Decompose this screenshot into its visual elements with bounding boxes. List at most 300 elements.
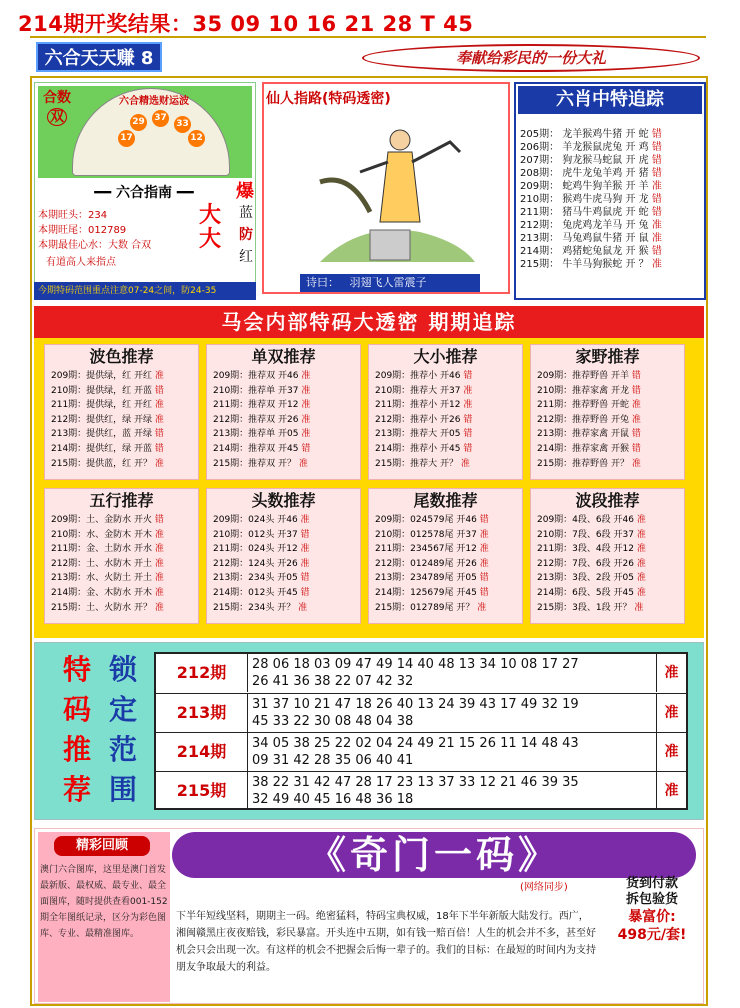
lanfang-char: 蓝	[239, 205, 253, 221]
card-row-text: 215期：3段、1段 开？	[537, 602, 632, 613]
zodiac-cell: 214期：	[520, 246, 560, 257]
zodiac-result: 错	[651, 207, 662, 218]
lock-title-char: 推	[62, 733, 91, 766]
price-label: 暴富价:	[628, 909, 676, 925]
lock-title-char: 特	[62, 653, 91, 686]
card-row-text: 213期：推荐家禽 开鼠	[537, 429, 630, 440]
card-row-result: 准	[479, 529, 489, 540]
card-row-result: 错	[300, 573, 310, 584]
card-row-result: 准	[154, 558, 164, 569]
lock-result: 准	[656, 654, 686, 692]
card-row-result: 准	[154, 587, 164, 598]
sync-label: (网络同步)	[520, 882, 568, 893]
header-divider	[30, 36, 706, 38]
zodiac-cell: 兔虎鸡龙羊马	[562, 220, 623, 231]
card-row-text: 211期：024头 开12	[213, 544, 298, 555]
card-row-result: 错	[154, 515, 164, 525]
card-row-result: 错	[300, 587, 310, 598]
card-row-result: 准	[477, 602, 487, 613]
card-title: 波色推荐	[89, 347, 154, 366]
zodiac-row	[520, 180, 704, 193]
zodiac-result: 错	[651, 155, 662, 166]
card-row	[213, 513, 360, 528]
card-row	[51, 528, 198, 543]
guide-title: ━━ 六合指南 ━━	[94, 185, 194, 201]
card-row	[51, 601, 198, 616]
card-row	[375, 513, 522, 528]
card-row-result: 准	[463, 400, 473, 411]
zodiac-cell: 开 虎	[625, 155, 649, 166]
card-row	[375, 413, 522, 428]
card-row-result: 错	[631, 443, 641, 454]
zodiac-cell: 龙羊猴鸡牛猪	[562, 129, 623, 140]
xianren-title: 仙人指路(特码透密)	[266, 91, 391, 107]
lanfang-label	[236, 202, 256, 268]
card-row-text: 214期：推荐家禽 开猴	[537, 443, 630, 454]
fan-ball: 33	[174, 116, 191, 133]
lock-title-char: 定	[108, 693, 137, 726]
card-row	[375, 601, 522, 616]
card-row-text: 211期：234567尾 开12	[375, 544, 477, 555]
fan-ball: 29	[130, 114, 147, 131]
card-row	[213, 427, 360, 442]
card-row	[375, 528, 522, 543]
card-row-result: 准	[636, 558, 646, 569]
zodiac-result: 错	[651, 129, 662, 140]
lock-numbers	[248, 735, 658, 769]
zodiac-cell: 开 龙	[625, 194, 649, 205]
card-row-text: 214期：金、木防水 开木	[51, 587, 153, 598]
card-row	[375, 384, 522, 399]
lock-title-char: 荐	[62, 773, 91, 806]
lock-result: 准	[656, 733, 686, 771]
guide-line: 有道高人来指点	[46, 257, 116, 268]
lock-numbers-line: 31 37 10 21 47 18 26 40 13 24 39 43 17 49 32 19	[252, 697, 579, 712]
card-row	[537, 398, 684, 413]
poem-label: 诗曰：	[306, 276, 339, 289]
delivery-line: 拆包验货	[625, 892, 678, 907]
card-row	[537, 571, 684, 586]
card-row-text: 214期：6段、5段 开45	[537, 587, 634, 598]
lock-numbers-line: 28 06 18 03 09 47 49 14 40 48 13 34 10 08 17 27	[252, 657, 579, 672]
zodiac-row	[520, 141, 704, 154]
card-row-text: 210期：推荐大 开37	[375, 385, 461, 396]
card-row	[375, 542, 522, 557]
lock-period: 213期	[156, 694, 248, 732]
card-row-text: 209期：024579尾 开46	[375, 515, 477, 525]
shuang-text: 双	[47, 108, 67, 126]
card-row-result: 准	[300, 515, 310, 525]
price-value: 498元/套!	[617, 927, 687, 943]
delivery-box	[604, 876, 700, 984]
zodiac-cell: 208期：	[520, 168, 560, 179]
card-row	[537, 413, 684, 428]
card-row	[213, 542, 360, 557]
zodiac-cell: 开 鸡	[625, 142, 649, 153]
fan-ball: 12	[188, 130, 205, 147]
qimen-text: 下半年短线坚料，期期主一码。绝密猛料，特码宝典权威，18年下半年新版大陆发行。西广，湘闽赣黑庄夜夜赔钱，彩民暴富。开头连中五期，如有钱一赔百倍！人生的机会并不多，甚至好机会只会出现一次。有这样的机会不把握会后悔一辈子的。我们的目标：在最短的时间内为支持朋友争取最大的利益。	[176, 911, 596, 973]
zodiac-cell: 212期：	[520, 220, 560, 231]
card-row	[537, 586, 684, 601]
lock-title-char: 锁	[108, 653, 137, 686]
card-row-result: 错	[463, 371, 473, 381]
zodiac-cell: 羊龙猴鼠虎兔	[562, 142, 623, 153]
zodiac-row	[520, 128, 704, 141]
delivery-line: 货到付款	[625, 876, 678, 891]
zodiac-result: 准	[651, 181, 662, 192]
card-row-result: 准	[154, 529, 164, 540]
card-row-text: 210期：水、金防木 开木	[51, 529, 153, 540]
card-row	[51, 542, 198, 557]
card-row-text: 213期：推荐大 开05	[375, 429, 461, 440]
lock-title-row	[54, 770, 154, 810]
card-row-result: 错	[631, 429, 641, 440]
lock-numbers	[248, 656, 658, 690]
zodiac-result: 错	[651, 168, 662, 179]
six-zodiac-list	[520, 128, 704, 271]
card-row-result: 准	[301, 429, 311, 440]
card-row	[51, 384, 198, 399]
zodiac-cell: 马兔鸡鼠牛猪	[562, 233, 623, 244]
zodiac-cell: 210期：	[520, 194, 560, 205]
card-title: 尾数推荐	[413, 491, 478, 510]
card-row	[213, 528, 360, 543]
card-row-text: 213期：234头 开05	[213, 573, 298, 584]
card-row-result: 准	[479, 558, 489, 569]
gift-slogan: 奉献给彩民的一份大礼	[362, 44, 700, 72]
card-row	[537, 384, 684, 399]
recommend-card	[206, 344, 361, 480]
card-row-text: 209期：024头 开46	[213, 515, 298, 525]
brand-label: 六合天天赚 8	[36, 42, 162, 72]
card-row	[537, 442, 684, 457]
recommend-card	[206, 488, 361, 624]
card-row-text: 214期：012头 开45	[213, 587, 298, 598]
lock-row	[156, 693, 686, 732]
card-row	[213, 413, 360, 428]
zodiac-row	[520, 258, 704, 271]
recommend-card	[368, 488, 523, 624]
card-row-result: 准	[636, 544, 646, 555]
card-row-text: 212期：012489尾 开26	[375, 558, 477, 569]
zodiac-cell: 开 蛇	[625, 129, 649, 140]
lock-period: 215期	[156, 772, 248, 810]
card-title: 大小推荐	[413, 347, 478, 366]
card-row	[51, 413, 198, 428]
draw-result-header: 214期开奖结果：35 09 10 16 21 28 T 45	[18, 12, 474, 36]
lock-numbers-line: 38 22 31 42 47 28 17 23 13 37 33 12 21 46 39 35	[252, 775, 579, 790]
card-row	[51, 457, 198, 472]
card-row-result: 准	[154, 414, 164, 425]
card-row	[213, 457, 360, 472]
card-row-text: 214期：提供红，绿 开蓝	[51, 443, 153, 454]
zodiac-result: 准	[651, 259, 662, 270]
card-row-result: 错	[154, 385, 164, 396]
card-row-result: 准	[301, 371, 311, 381]
card-row-result: 准	[460, 458, 470, 469]
zodiac-cell: 213期：	[520, 233, 560, 244]
card-row-text: 211期：提供绿，红 开红	[51, 400, 153, 411]
card-row-result: 准	[463, 385, 473, 396]
six-zodiac-title: 六肖中特追踪	[518, 86, 702, 114]
lock-period: 212期	[156, 654, 248, 692]
card-row	[375, 369, 522, 384]
card-row-text: 209期：推荐双 开46	[213, 371, 299, 381]
lock-title-row	[54, 650, 154, 690]
lock-period: 214期	[156, 733, 248, 771]
card-row-text: 215期：土、火防水 开？	[51, 602, 153, 613]
card-row-text: 212期：7段、6段 开26	[537, 558, 634, 569]
card-row-text: 214期：推荐小 开45	[375, 443, 461, 454]
mahui-banner: 马会内部特码大透密 期期追踪	[34, 306, 704, 338]
card-row	[51, 398, 198, 413]
card-row-text: 212期：推荐小 开26	[375, 414, 461, 425]
zodiac-cell: 开 兔	[625, 220, 649, 231]
card-row-result: 准	[636, 515, 646, 525]
card-row	[51, 571, 198, 586]
card-title: 五行推荐	[89, 491, 154, 510]
lock-result: 准	[656, 772, 686, 810]
card-row	[51, 442, 198, 457]
zodiac-cell: 211期：	[520, 207, 560, 218]
card-row-result: 准	[301, 385, 311, 396]
card-row-text: 211期：金、土防水 开水	[51, 544, 153, 555]
card-row	[537, 427, 684, 442]
card-row-result: 准	[631, 458, 641, 469]
card-row-result: 准	[479, 544, 489, 555]
card-row	[51, 557, 198, 572]
immortal-illustration	[300, 112, 480, 272]
zodiac-cell: 开 蛇	[625, 207, 649, 218]
card-row-result: 错	[154, 443, 164, 454]
card-row-result: 准	[154, 400, 164, 411]
guide-line: 本期旺头：234	[38, 210, 108, 221]
zodiac-cell: 猪马牛鸡鼠虎	[562, 207, 623, 218]
recommend-card	[44, 344, 199, 480]
lock-title-char: 范	[108, 733, 137, 766]
card-row	[375, 398, 522, 413]
lock-numbers	[248, 696, 658, 730]
zodiac-result: 错	[651, 246, 662, 257]
card-row-text: 213期：提供红，蓝 开绿	[51, 429, 153, 440]
zodiac-row	[520, 206, 704, 219]
card-row-text: 215期：推荐野兽 开？	[537, 458, 630, 469]
zodiac-cell: 开 鼠	[625, 233, 649, 244]
card-row-text: 215期：提供蓝，红 开？	[51, 458, 153, 469]
zodiac-row	[520, 232, 704, 245]
card-row-text: 210期：012头 开37	[213, 529, 298, 540]
card-row	[537, 513, 684, 528]
card-title: 单双推荐	[251, 347, 316, 366]
card-title: 家野推荐	[575, 347, 640, 366]
zodiac-cell: 猴鸡牛虎马狗	[562, 194, 623, 205]
recommend-card	[44, 488, 199, 624]
card-row-text: 212期：土、水防木 开土	[51, 558, 153, 569]
card-row-result: 准	[154, 573, 164, 584]
lanfang-char: 红	[239, 249, 253, 265]
zodiac-row	[520, 245, 704, 258]
card-row	[375, 442, 522, 457]
card-row-text: 213期：水、火防土 开土	[51, 573, 153, 584]
card-row-text: 209期：4段、6段 开46	[537, 515, 634, 525]
card-row	[51, 513, 198, 528]
lock-numbers-line: 26 41 36 38 22 07 42 32	[252, 674, 414, 689]
card-row	[375, 586, 522, 601]
zodiac-cell: 209期：	[520, 181, 560, 192]
card-row-text: 213期：3段、2段 开05	[537, 573, 634, 584]
guide-line: 本期旺尾：012789	[38, 225, 127, 236]
card-row-text: 210期：提供绿，红 开蓝	[51, 385, 153, 396]
card-row	[537, 601, 684, 616]
card-row	[375, 571, 522, 586]
card-row-text: 213期：234789尾 开05	[375, 573, 477, 584]
zodiac-cell: 牛羊马狗猴蛇	[562, 259, 623, 270]
card-row-result: 错	[463, 414, 473, 425]
card-row	[51, 427, 198, 442]
review-title: 精彩回顾	[54, 836, 150, 856]
dada-label: 大大	[198, 203, 221, 252]
card-row-text: 215期：234头 开？	[213, 602, 296, 613]
card-row	[213, 586, 360, 601]
zodiac-cell: 215期：	[520, 259, 560, 270]
card-row-text: 211期：推荐双 开12	[213, 400, 299, 411]
bao-label: 爆	[236, 181, 254, 202]
lock-numbers-line: 45 33 22 30 08 48 04 38	[252, 714, 414, 729]
card-row-text: 215期：推荐双 开？	[213, 458, 297, 469]
card-row-text: 210期：7段、6段 开37	[537, 529, 634, 540]
card-row-result: 准	[301, 414, 311, 425]
zodiac-row	[520, 154, 704, 167]
card-row-result: 错	[631, 371, 641, 381]
card-row	[537, 542, 684, 557]
lock-numbers-line: 34 05 38 25 22 02 04 24 49 21 15 26 11 14 48 43	[252, 736, 579, 751]
fan-ball: 37	[152, 110, 169, 127]
card-row-result: 准	[154, 371, 164, 381]
card-row	[537, 369, 684, 384]
card-row-text: 214期：125679尾 开45	[375, 587, 477, 598]
poem-text: 羽翅飞人雷震子	[349, 276, 427, 289]
card-row-result: 准	[298, 458, 308, 469]
card-row	[537, 457, 684, 472]
poem-bar	[300, 274, 480, 292]
card-row-text: 210期：推荐家禽 开龙	[537, 385, 630, 396]
card-row-text: 209期：推荐小 开46	[375, 371, 461, 381]
heshu-label	[42, 90, 72, 128]
card-row-result: 准	[154, 544, 164, 555]
card-row	[375, 557, 522, 572]
card-row-result: 错	[631, 385, 641, 396]
card-row-result: 准	[636, 573, 646, 584]
card-row-result: 错	[300, 529, 310, 540]
zodiac-row	[520, 193, 704, 206]
card-row	[375, 457, 522, 472]
guide-title-text: 六合指南	[116, 185, 172, 201]
card-row-text: 211期：推荐小 开12	[375, 400, 461, 411]
lock-numbers	[248, 774, 658, 808]
lock-title-char: 码	[62, 693, 91, 726]
card-row-result: 准	[154, 458, 164, 469]
recommend-card	[530, 344, 685, 480]
fan-title: 六合精选财运波	[119, 96, 189, 107]
card-row	[213, 384, 360, 399]
card-row	[213, 571, 360, 586]
card-row	[213, 442, 360, 457]
card-row-text: 211期：3段、4段 开12	[537, 544, 634, 555]
card-row	[213, 557, 360, 572]
recommend-grid	[34, 338, 704, 638]
lock-numbers-line: 09 31 42 28 35 06 40 41	[252, 753, 414, 768]
card-row-result: 错	[479, 573, 489, 584]
guide-line: 本期最佳心水：大数 合双	[38, 240, 152, 251]
lock-title-row	[54, 730, 154, 770]
zodiac-result: 准	[651, 220, 662, 231]
zodiac-cell: 鸡猪蛇兔鼠龙	[562, 246, 623, 257]
recommend-card	[530, 488, 685, 624]
card-row-text: 212期：提供红，绿 开绿	[51, 414, 153, 425]
card-row	[537, 528, 684, 543]
card-row-result: 准	[300, 544, 310, 555]
recommend-card	[368, 344, 523, 480]
card-row-result: 错	[463, 443, 473, 454]
card-row-text: 212期：124头 开26	[213, 558, 298, 569]
lock-result: 准	[656, 694, 686, 732]
card-row-result: 准	[154, 602, 164, 613]
lock-title-row	[54, 690, 154, 730]
card-row	[51, 586, 198, 601]
qimen-banner: 《奇门一码》	[172, 832, 696, 878]
zodiac-cell: 205期：	[520, 129, 560, 140]
card-row-result: 准	[298, 602, 308, 613]
zodiac-result: 错	[651, 142, 662, 153]
card-row-result: 错	[301, 443, 311, 454]
card-row-result: 错	[479, 587, 489, 598]
lock-title-char: 围	[108, 773, 137, 806]
zodiac-result: 准	[651, 233, 662, 244]
zodiac-cell: 开 猪	[625, 168, 649, 179]
zodiac-row	[520, 219, 704, 232]
card-row	[213, 369, 360, 384]
card-row-text: 210期：推荐单 开37	[213, 385, 299, 396]
zodiac-cell: 开 ？	[625, 259, 649, 270]
card-row	[375, 427, 522, 442]
card-title: 波段推荐	[575, 491, 640, 510]
lanfang-char: 防	[239, 227, 253, 243]
zodiac-cell: 狗龙猴马蛇鼠	[562, 155, 623, 166]
card-row	[213, 398, 360, 413]
card-row-text: 209期：推荐野兽 开羊	[537, 371, 630, 381]
card-row	[537, 557, 684, 572]
lock-row	[156, 654, 686, 693]
card-row-text: 209期：提供绿，红 开红	[51, 371, 153, 381]
zodiac-cell: 蛇鸡牛狗羊猴	[562, 181, 623, 192]
lock-numbers-line: 32 49 40 45 16 48 36 18	[252, 792, 414, 807]
heshu-text: 合数	[43, 90, 71, 106]
card-row-text: 214期：推荐双 开45	[213, 443, 299, 454]
zodiac-cell: 206期：	[520, 142, 560, 153]
card-row-result: 准	[301, 400, 311, 411]
guide-footer: 今期特码范围重点注意07-24之间，防24-35	[34, 282, 256, 300]
card-row-text: 213期：推荐单 开05	[213, 429, 299, 440]
card-row	[213, 601, 360, 616]
zodiac-row	[520, 167, 704, 180]
card-row	[51, 369, 198, 384]
lock-table	[154, 652, 688, 810]
lock-row	[156, 771, 686, 810]
card-row-text: 212期：推荐野兽 开兔	[537, 414, 630, 425]
zodiac-cell: 虎牛龙兔羊鸡	[562, 168, 623, 179]
card-row-result: 准	[634, 602, 644, 613]
card-row-result: 准	[631, 414, 641, 425]
